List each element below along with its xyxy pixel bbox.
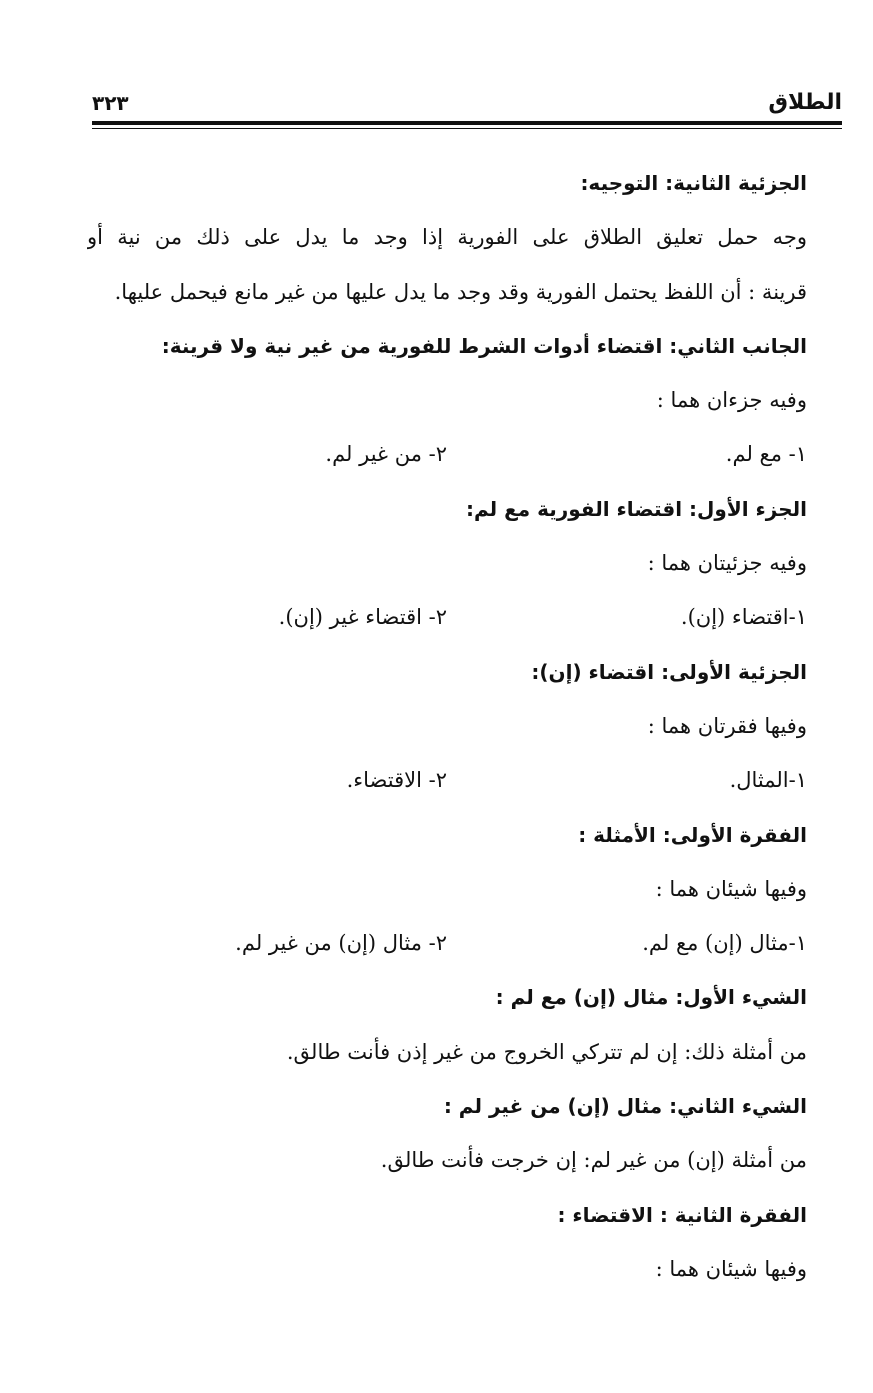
subheading-first-part: الجزئية الأولى: اقتضاء (إن): <box>531 659 807 684</box>
section-heading-first-part: الجزء الأول: اقتضاء الفورية مع لم: <box>465 496 807 521</box>
numbered-list-row <box>87 916 807 970</box>
list-item: ١-المثال. <box>729 768 807 793</box>
page-body <box>87 156 807 1296</box>
item-heading-second-thing: الشيء الثاني: مثال (إن) من غير لم : <box>443 1094 807 1119</box>
list-item: ٢- من غير لم. <box>325 442 447 467</box>
example-line: من أمثلة ذلك: إن لم تتركي الخروج من غير إذن فأنت طالق. <box>286 1039 807 1064</box>
numbered-list-row <box>87 427 807 481</box>
running-title: الطلاق <box>768 90 842 115</box>
list-item: ١- مع لم. <box>725 442 807 467</box>
intro-line: وفيها فقرتان هما : <box>647 713 807 738</box>
intro-line: وفيه جزئيتان هما : <box>647 551 807 576</box>
numbered-list-row <box>87 590 807 644</box>
intro-line: وفيه جزءان هما : <box>656 388 807 413</box>
example-line: من أمثلة (إن) من غير لم: إن خرجت فأنت طالق. <box>380 1148 807 1173</box>
intro-line: وفيها شيئان هما : <box>655 876 807 901</box>
list-item: ٢- اقتضاء غير (إن). <box>278 605 447 630</box>
header-rule-thin <box>92 128 842 129</box>
paragraph-heading-examples: الفقرة الأولى: الأمثلة : <box>578 822 807 847</box>
header-rule-thick <box>92 121 842 125</box>
list-item: ١-اقتضاء (إن). <box>680 605 807 630</box>
intro-line: وفيها شيئان هما : <box>655 1256 807 1281</box>
paragraph-line: قرينة : أن اللفظ يحتمل الفورية وقد وجد ما يدل عليها من غير مانع فيحمل عليها. <box>114 279 807 304</box>
section-heading-second-aspect: الجانب الثاني: اقتضاء أدوات الشرط للفورية من غير نية ولا قرينة: <box>161 333 807 358</box>
list-item: ٢- الاقتضاء. <box>346 768 447 793</box>
item-heading-first-thing: الشيء الأول: مثال (إن) مع لم : <box>495 985 807 1010</box>
page-number: ٣٢٣ <box>92 91 129 115</box>
page-header <box>92 88 842 122</box>
list-item: ٢- مثال (إن) من غير لم. <box>235 931 447 956</box>
list-item: ١-مثال (إن) مع لم. <box>642 931 807 956</box>
paragraph-line: وجه حمل تعليق الطلاق على الفورية إذا وجد ما يدل على ذلك من نية أو <box>87 225 807 250</box>
subheading-second-part-justification: الجزئية الثانية: التوجيه: <box>580 171 807 195</box>
paragraph-heading-requirement: الفقرة الثانية : الاقتضاء : <box>557 1202 807 1227</box>
numbered-list-row <box>87 753 807 807</box>
